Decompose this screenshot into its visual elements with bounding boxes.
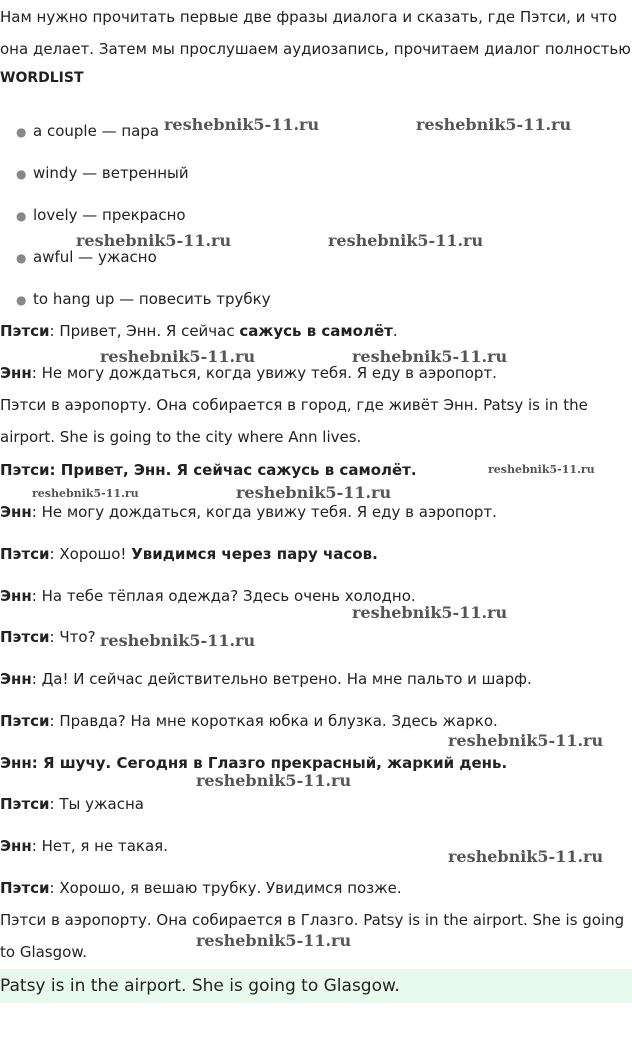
dialog-line: Пэтси: Правда? На мне короткая юбка и блузка. Здесь жарко. bbox=[0, 712, 498, 730]
watermark: reshebnik5-11.ru bbox=[328, 231, 484, 250]
dialog-line: Энн: Нет, я не такая. bbox=[0, 837, 168, 855]
speaker-name: Энн bbox=[0, 364, 32, 382]
watermark: reshebnik5-11.ru bbox=[236, 483, 392, 502]
dialog-line: Энн: На тебе тёплая одежда? Здесь очень холодно. bbox=[0, 587, 416, 605]
watermark: reshebnik5-11.ru bbox=[196, 771, 352, 790]
dialog-line: Энн: Да! И сейчас действительно ветрено. На мне пальто и шарф. bbox=[0, 670, 532, 688]
bullet-icon: ● bbox=[16, 293, 27, 307]
wordlist-item: a couple — пара bbox=[33, 122, 160, 140]
first-line-ann: Энн: Не могу дождаться, когда увижу тебя. Я еду в аэропорт. bbox=[0, 364, 497, 382]
bullet-icon: ● bbox=[16, 251, 27, 265]
dialog-line: Пэтси: Что? bbox=[0, 628, 96, 646]
bullet-icon: ● bbox=[16, 125, 27, 139]
wordlist-heading: WORDLIST bbox=[0, 70, 84, 86]
answer-paragraph: Пэтси в аэропорту. Она собирается в Глазго. Patsy is in the airport. She is going to Glasgow. bbox=[0, 911, 625, 961]
answer-paragraph: Пэтси в аэропорту. Она собирается в город, где живёт Энн. Patsy is in the airport. She is going to the city where Ann lives. bbox=[0, 396, 588, 446]
dialog-line: Пэтси: Хорошо, я вешаю трубку. Увидимся позже. bbox=[0, 879, 402, 897]
wordlist-item: to hang up — повесить трубку bbox=[33, 290, 271, 308]
watermark: reshebnik5-11.ru bbox=[448, 731, 604, 750]
dialog-line: Энн: Не могу дождаться, когда увижу тебя. Я еду в аэропорт. bbox=[0, 503, 497, 521]
watermark: reshebnik5-11.ru bbox=[32, 487, 139, 500]
wordlist-item: windy — ветренный bbox=[33, 164, 189, 182]
wordlist-item: lovely — прекрасно bbox=[33, 206, 186, 224]
dialog-line: Пэтси: Хорошо! Увидимся через пару часов. bbox=[0, 545, 378, 563]
watermark: reshebnik5-11.ru bbox=[488, 463, 595, 476]
bullet-icon: ● bbox=[16, 167, 27, 181]
dialog-line: Энн: Я шучу. Сегодня в Глазго прекрасный, жаркий день. bbox=[0, 754, 508, 772]
intro-paragraph: Нам нужно прочитать первые две фразы диалога и сказать, где Пэтси, и что она делает. Затем мы прослушаем аудиозапись, прочитаем диалог полностью bbox=[0, 8, 631, 58]
watermark: reshebnik5-11.ru bbox=[448, 847, 604, 866]
watermark: reshebnik5-11.ru bbox=[196, 931, 352, 950]
watermark: reshebnik5-11.ru bbox=[352, 347, 508, 366]
watermark: reshebnik5-11.ru bbox=[100, 631, 256, 650]
speaker-name: Пэтси bbox=[0, 322, 50, 340]
watermark: reshebnik5-11.ru bbox=[352, 603, 508, 622]
watermark: reshebnik5-11.ru bbox=[100, 347, 256, 366]
bullet-icon: ● bbox=[16, 209, 27, 223]
watermark: reshebnik5-11.ru bbox=[164, 115, 320, 134]
final-answer-highlight: Patsy is in the airport. She is going to Glasgow. bbox=[0, 969, 632, 1003]
dialog-line: Пэтси: Привет, Энн. Я сейчас сажусь в самолёт. bbox=[0, 461, 417, 479]
first-line-patsy: Пэтси: Привет, Энн. Я сейчас сажусь в самолёт. bbox=[0, 322, 398, 340]
dialog-line: Пэтси: Ты ужасна bbox=[0, 795, 144, 813]
watermark: reshebnik5-11.ru bbox=[76, 231, 232, 250]
watermark: reshebnik5-11.ru bbox=[416, 115, 572, 134]
wordlist-item: awful — ужасно bbox=[33, 248, 157, 266]
